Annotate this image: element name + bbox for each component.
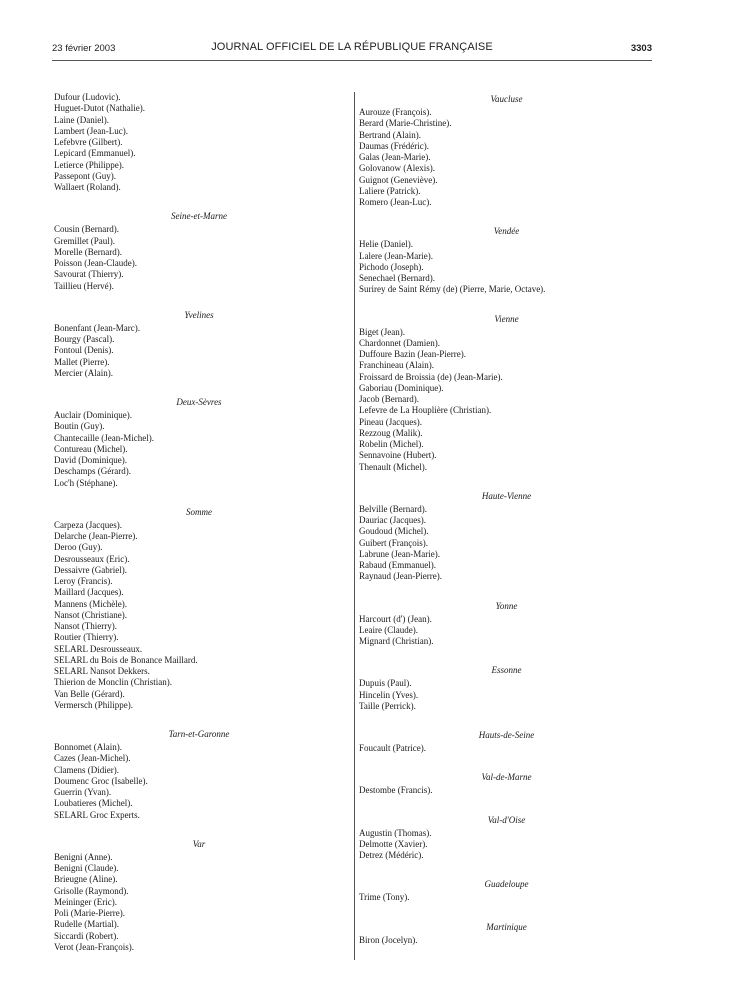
list-item: Biron (Jocelyn). bbox=[359, 934, 418, 945]
list-item: Harcourt (d') (Jean). bbox=[359, 613, 432, 624]
department-section bbox=[54, 505, 344, 711]
list-item: Trime (Tony). bbox=[359, 892, 410, 903]
entry-list bbox=[54, 323, 344, 379]
list-item: Van Belle (Gérard). bbox=[54, 688, 125, 699]
entry-list bbox=[359, 935, 654, 946]
list-item: Benigni (Anne). bbox=[54, 851, 113, 862]
section-gap bbox=[54, 193, 344, 209]
journal-title: JOURNAL OFFICIEL DE LA RÉPUBLIQUE FRANÇAISE bbox=[211, 41, 493, 53]
department-title: Vienne bbox=[494, 313, 519, 324]
list-item: Nansot (Christiane). bbox=[54, 609, 127, 620]
list-item: Cazes (Jean-Michel). bbox=[54, 753, 131, 764]
entry-list bbox=[359, 785, 654, 796]
list-item: Savourat (Thierry). bbox=[54, 269, 124, 280]
entry-list bbox=[359, 828, 654, 862]
list-item: Laine (Daniel). bbox=[54, 114, 109, 125]
list-item: Chantecaille (Jean-Michel). bbox=[54, 432, 154, 443]
list-item: David (Dominique). bbox=[54, 455, 127, 465]
entry-list bbox=[359, 614, 654, 648]
entry-list bbox=[359, 504, 654, 583]
list-item: SELARL Desrousseaux. bbox=[54, 643, 143, 654]
department-title: Var bbox=[192, 838, 206, 849]
department-section bbox=[359, 489, 654, 583]
list-item: Mignard (Christian). bbox=[359, 636, 434, 646]
department-title: Haute-Vienne bbox=[481, 490, 532, 501]
list-item: Deschamps (Gérard). bbox=[54, 466, 131, 477]
department-section bbox=[359, 877, 654, 903]
section-gap bbox=[54, 489, 344, 505]
list-item: Huguet-Dutot (Nathalie). bbox=[54, 103, 145, 114]
section-gap bbox=[359, 647, 654, 663]
list-item: Biget (Jean). bbox=[359, 326, 405, 337]
department-title: Seine-et-Marne bbox=[171, 211, 227, 222]
list-item: Siccardi (Robert). bbox=[54, 930, 119, 941]
list-item: Guignot (Geneviève). bbox=[359, 174, 438, 185]
list-item: Foucault (Patrice). bbox=[359, 743, 426, 753]
list-item: Detrez (Médéric). bbox=[359, 850, 424, 860]
list-item: Doumenc Groc (Isabelle). bbox=[54, 775, 148, 786]
list-item: Guibert (François). bbox=[359, 537, 428, 548]
list-item: Morelle (Bernard). bbox=[54, 246, 122, 257]
list-item: Benigni (Claude). bbox=[54, 863, 119, 873]
list-item: Cousin (Bernard). bbox=[54, 224, 119, 235]
list-item: Taille (Perrick). bbox=[359, 700, 416, 711]
entry-list bbox=[359, 327, 654, 473]
list-item: Surirey de Saint Rémy (de) (Pierre, Marie, Octave). bbox=[359, 284, 546, 295]
department-section bbox=[54, 308, 344, 379]
list-item: Aurouze (François). bbox=[359, 107, 432, 117]
list-item: Destombe (Francis). bbox=[359, 785, 433, 796]
section-gap bbox=[359, 208, 654, 224]
section-gap bbox=[359, 473, 654, 489]
list-item: Daumas (Frédéric). bbox=[359, 140, 429, 151]
department-title: Guadeloupe bbox=[484, 879, 529, 890]
column-divider bbox=[354, 92, 355, 960]
list-item: Deroo (Guy). bbox=[54, 542, 103, 553]
department-title: Yonne bbox=[495, 600, 518, 611]
list-item: Delarche (Jean-Pierre). bbox=[54, 531, 138, 541]
list-item: Loc'h (Stéphane). bbox=[54, 477, 118, 488]
section-gap bbox=[359, 712, 654, 728]
list-item: Labrune (Jean-Marie). bbox=[359, 548, 440, 559]
list-item: Guerrin (Yvan). bbox=[54, 787, 112, 797]
list-item: Poisson (Jean-Claude). bbox=[54, 258, 137, 268]
list-item: Jacob (Bernard). bbox=[359, 394, 419, 404]
list-item: Berard (Marie-Christine). bbox=[359, 118, 452, 129]
department-title: Val-d'Oise bbox=[487, 814, 526, 825]
department-section bbox=[359, 599, 654, 648]
department-section bbox=[359, 92, 654, 208]
list-item: Verot (Jean-François). bbox=[54, 941, 134, 952]
list-item: Mannens (Michèle). bbox=[54, 598, 127, 609]
list-item: Thenault (Michel). bbox=[359, 461, 427, 472]
list-item: SELARL du Bois de Bonance Maillard. bbox=[54, 654, 198, 665]
list-item: Rudelle (Martial). bbox=[54, 919, 119, 930]
list-item: Desrousseaux (Eric). bbox=[54, 553, 130, 564]
list-item: Dauriac (Jacques). bbox=[359, 515, 426, 525]
department-title: Tarn-et-Garonne bbox=[168, 729, 230, 739]
section-gap bbox=[54, 821, 344, 837]
entry-list bbox=[54, 410, 344, 489]
entry-list bbox=[54, 92, 344, 193]
list-item: Auclair (Dominique). bbox=[54, 410, 132, 420]
list-item: Taillieu (Hervé). bbox=[54, 280, 114, 291]
department-section bbox=[359, 770, 654, 796]
list-item: Gremillet (Paul). bbox=[54, 235, 115, 246]
list-item: Contureau (Michel). bbox=[54, 443, 128, 454]
entry-list bbox=[359, 892, 654, 903]
list-item: Thierion de Monclin (Christian). bbox=[54, 677, 172, 688]
header-date: 23 février 2003 bbox=[52, 43, 116, 54]
list-item: Routier (Thierry). bbox=[54, 632, 119, 643]
entry-list bbox=[359, 239, 654, 295]
entry-list bbox=[54, 520, 344, 711]
list-item: Wallaert (Roland). bbox=[54, 182, 121, 192]
department-title: Hauts-de-Seine bbox=[478, 730, 535, 740]
list-item: Boutin (Guy). bbox=[54, 421, 105, 432]
list-item: Pichodo (Joseph). bbox=[359, 261, 424, 272]
department-title: Deux-Sèvres bbox=[176, 397, 222, 407]
list-item: Vermersch (Philippe). bbox=[54, 699, 133, 710]
department-section bbox=[54, 727, 344, 821]
list-item: Mercier (Alain). bbox=[54, 367, 113, 378]
department-title: Vendée bbox=[493, 226, 520, 237]
list-item: Rezzoug (Malik). bbox=[359, 427, 423, 438]
list-item: Bertrand (Alain). bbox=[359, 129, 421, 140]
page-number: 3303 bbox=[630, 43, 652, 54]
list-item: Poli (Marie-Pierre). bbox=[54, 908, 125, 918]
entry-list bbox=[54, 742, 344, 821]
list-item: Mallet (Pierre). bbox=[54, 356, 110, 367]
list-item: Fontoul (Denis). bbox=[54, 345, 114, 356]
list-item: Lalere (Jean-Marie). bbox=[359, 250, 433, 261]
department-title: Val-de-Marne bbox=[481, 772, 532, 783]
entry-list bbox=[359, 678, 654, 712]
department-title: Essonne bbox=[491, 665, 522, 676]
department-section bbox=[54, 92, 344, 193]
list-item: Sennavoine (Hubert). bbox=[359, 450, 437, 461]
list-item: Dessaivre (Gabriel). bbox=[54, 564, 127, 575]
list-item: Lambert (Jean-Luc). bbox=[54, 125, 128, 136]
list-item: Augustin (Thomas). bbox=[359, 827, 432, 838]
section-gap bbox=[359, 904, 654, 920]
list-item: Senechael (Bernard). bbox=[359, 273, 435, 283]
entry-list bbox=[359, 743, 654, 754]
list-item: Dupuis (Paul). bbox=[359, 678, 412, 689]
section-gap bbox=[54, 379, 344, 395]
entry-list bbox=[54, 224, 344, 292]
section-gap bbox=[54, 711, 344, 727]
department-title: Vaucluse bbox=[490, 94, 523, 104]
list-item: Chardonnet (Damien). bbox=[359, 337, 440, 348]
department-section bbox=[359, 312, 654, 473]
list-item: Carpeza (Jacques). bbox=[54, 519, 122, 530]
list-item: Bonenfant (Jean-Marc). bbox=[54, 322, 140, 333]
list-item: Helie (Daniel). bbox=[359, 239, 413, 250]
list-item: Loubatieres (Michel). bbox=[54, 798, 133, 809]
list-item: Brieugne (Aline). bbox=[54, 874, 118, 885]
list-item: Lefebvre (Gilbert). bbox=[54, 137, 123, 147]
department-section bbox=[54, 395, 344, 489]
list-item: Pineau (Jacques). bbox=[359, 416, 422, 427]
list-item: Leaire (Claude). bbox=[359, 624, 418, 635]
section-gap bbox=[54, 292, 344, 308]
list-item: SELARL Nansot Dekkers. bbox=[54, 666, 150, 676]
department-section bbox=[359, 813, 654, 862]
list-item: Belville (Bernard). bbox=[359, 503, 427, 514]
section-gap bbox=[359, 583, 654, 599]
list-item: SELARL Groc Experts. bbox=[54, 809, 140, 820]
list-item: Raynaud (Jean-Pierre). bbox=[359, 571, 442, 582]
list-item: Meininger (Eric). bbox=[54, 896, 117, 907]
left-column bbox=[54, 92, 344, 953]
list-item: Froissard de Broissia (de) (Jean-Marie). bbox=[359, 371, 503, 382]
list-item: Gaboriau (Dominique). bbox=[359, 382, 444, 393]
list-item: Grisolle (Raymond). bbox=[54, 885, 129, 896]
entry-list bbox=[359, 107, 654, 208]
list-item: Golovanow (Alexis). bbox=[359, 163, 435, 174]
list-item: Franchineau (Alain). bbox=[359, 360, 434, 371]
list-item: Lepicard (Emmanuel). bbox=[54, 148, 136, 159]
right-column bbox=[359, 92, 654, 946]
list-item: Maillard (Jacques). bbox=[54, 587, 124, 598]
list-item: Rabaud (Emmanuel). bbox=[359, 560, 436, 570]
list-item: Delmotte (Xavier). bbox=[359, 838, 428, 849]
list-item: Galas (Jean-Marie). bbox=[359, 152, 431, 162]
department-section bbox=[359, 728, 654, 754]
section-gap bbox=[359, 861, 654, 877]
department-section bbox=[359, 224, 654, 295]
list-item: Laliere (Patrick). bbox=[359, 185, 421, 196]
department-section bbox=[359, 920, 654, 946]
department-section bbox=[359, 663, 654, 712]
section-gap bbox=[359, 797, 654, 813]
list-item: Goudoud (Michel). bbox=[359, 526, 429, 537]
list-item: Leroy (Francis). bbox=[54, 576, 113, 586]
department-title: Martinique bbox=[486, 921, 527, 932]
header-rule bbox=[52, 60, 652, 61]
list-item: Romero (Jean-Luc). bbox=[359, 197, 432, 207]
section-gap bbox=[359, 296, 654, 312]
list-item: Bourgy (Pascal). bbox=[54, 334, 115, 344]
list-item: Passepont (Guy). bbox=[54, 170, 116, 181]
page-header bbox=[52, 41, 652, 57]
department-title: Yvelines bbox=[184, 309, 214, 320]
list-item: Clamens (Didier). bbox=[54, 764, 119, 775]
list-item: Letierce (Philippe). bbox=[54, 159, 124, 170]
list-item: Duffoure Bazin (Jean-Pierre). bbox=[359, 349, 467, 359]
list-item: Dufour (Ludovic). bbox=[54, 92, 121, 102]
list-item: Nansot (Thierry). bbox=[54, 621, 117, 631]
entry-list bbox=[54, 852, 344, 953]
department-section bbox=[54, 209, 344, 292]
list-item: Lefevre de La Houplière (Christian). bbox=[359, 405, 492, 416]
list-item: Hincelin (Yves). bbox=[359, 689, 419, 700]
list-item: Bonnomet (Alain). bbox=[54, 742, 122, 752]
department-section bbox=[54, 837, 344, 953]
section-gap bbox=[359, 754, 654, 770]
list-item: Robelin (Michel). bbox=[359, 439, 424, 449]
department-title: Somme bbox=[186, 506, 212, 517]
